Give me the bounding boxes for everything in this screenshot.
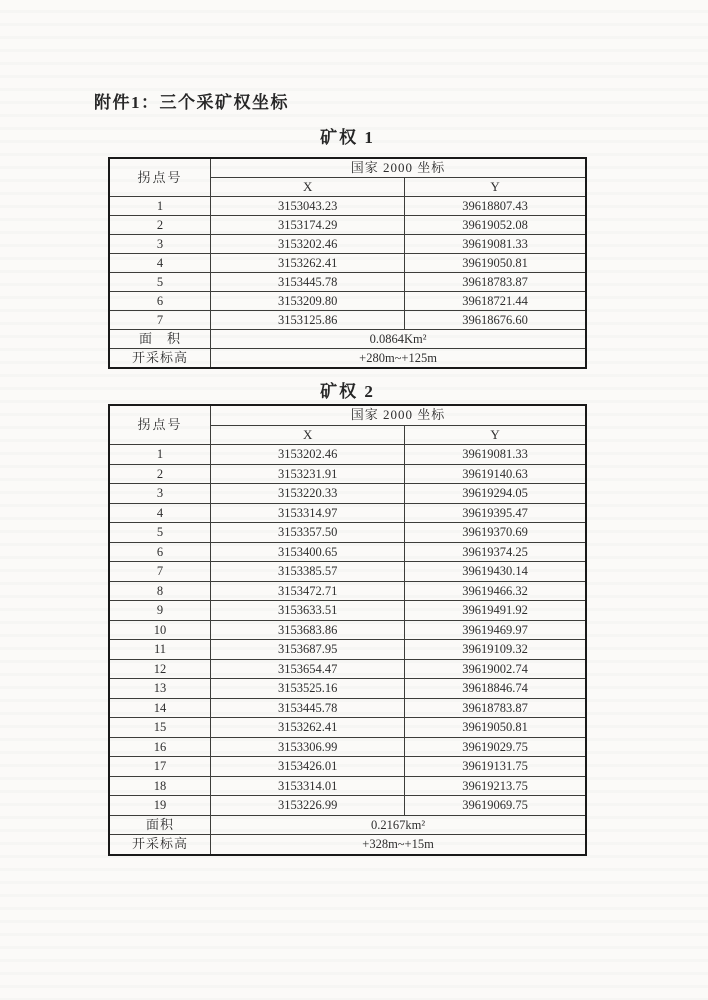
table-row [109, 273, 586, 292]
x-cell: 3153426.01 [211, 757, 405, 777]
x-cell: 3153262.41 [211, 254, 405, 273]
y-cell: 39619002.74 [405, 659, 586, 679]
header-row-1 [109, 405, 586, 425]
point-no-cell: 1 [109, 197, 211, 216]
point-no-cell: 10 [109, 620, 211, 640]
x-cell: 3153472.71 [211, 581, 405, 601]
table-row [109, 757, 586, 777]
y-cell: 39619469.97 [405, 620, 586, 640]
x-cell: 3153683.86 [211, 620, 405, 640]
elevation-row [109, 349, 586, 369]
area-label: 面 积 [109, 330, 211, 349]
table1-title: 矿权 1 [320, 128, 375, 147]
x-cell: 3153306.99 [211, 737, 405, 757]
table-row [109, 698, 586, 718]
table-row [109, 216, 586, 235]
y-cell: 39619052.08 [405, 216, 586, 235]
table-row [109, 292, 586, 311]
mining-right-1-table [108, 157, 587, 369]
table-row [109, 581, 586, 601]
point-no-cell: 5 [109, 523, 211, 543]
y-cell: 39618846.74 [405, 679, 586, 699]
table2-footer [109, 815, 586, 855]
table1-body [109, 197, 586, 330]
point-no-cell: 6 [109, 542, 211, 562]
table-row [109, 776, 586, 796]
table-row [109, 254, 586, 273]
point-no-cell: 5 [109, 273, 211, 292]
table-row [109, 311, 586, 330]
table-row [109, 718, 586, 738]
coordinate-system-header: 国家 2000 坐标 [211, 405, 586, 425]
y-cell: 39619081.33 [405, 235, 586, 254]
table-row [109, 484, 586, 504]
point-no-cell: 4 [109, 503, 211, 523]
y-cell: 39619430.14 [405, 562, 586, 582]
point-no-cell: 4 [109, 254, 211, 273]
x-cell: 3153226.99 [211, 796, 405, 816]
table-row [109, 523, 586, 543]
area-row [109, 330, 586, 349]
point-no-cell: 9 [109, 601, 211, 621]
y-cell: 39618783.87 [405, 273, 586, 292]
table-row [109, 659, 586, 679]
x-cell: 3153445.78 [211, 273, 405, 292]
y-cell: 39619050.81 [405, 718, 586, 738]
point-no-cell: 3 [109, 235, 211, 254]
x-cell: 3153314.01 [211, 776, 405, 796]
y-cell: 39619213.75 [405, 776, 586, 796]
point-no-cell: 8 [109, 581, 211, 601]
mining-right-2-table [108, 404, 587, 856]
x-cell: 3153220.33 [211, 484, 405, 504]
y-cell: 39618721.44 [405, 292, 586, 311]
point-no-cell: 14 [109, 698, 211, 718]
x-cell: 3153687.95 [211, 640, 405, 660]
table-row [109, 737, 586, 757]
point-no-cell: 13 [109, 679, 211, 699]
x-cell: 3153262.41 [211, 718, 405, 738]
header-row-1 [109, 158, 586, 178]
point-no-header: 拐点号 [109, 405, 211, 445]
y-cell: 39619370.69 [405, 523, 586, 543]
table-row [109, 562, 586, 582]
point-no-cell: 6 [109, 292, 211, 311]
elevation-label: 开采标高 [109, 835, 211, 855]
y-cell: 39618676.60 [405, 311, 586, 330]
x-cell: 3153445.78 [211, 698, 405, 718]
table2-body [109, 445, 586, 816]
y-cell: 39619294.05 [405, 484, 586, 504]
area-row [109, 815, 586, 835]
y-cell: 39619131.75 [405, 757, 586, 777]
x-cell: 3153400.65 [211, 542, 405, 562]
x-cell: 3153525.16 [211, 679, 405, 699]
point-no-cell: 15 [109, 718, 211, 738]
table2-title: 矿权 2 [320, 382, 375, 401]
elevation-value: +280m~+125m [211, 349, 586, 369]
table-row [109, 796, 586, 816]
y-cell: 39619069.75 [405, 796, 586, 816]
x-cell: 3153174.29 [211, 216, 405, 235]
point-no-cell: 2 [109, 216, 211, 235]
x-column-header: X [211, 425, 405, 445]
table-row [109, 503, 586, 523]
point-no-cell: 11 [109, 640, 211, 660]
elevation-row [109, 835, 586, 855]
point-no-cell: 3 [109, 484, 211, 504]
area-value: 0.2167km² [211, 815, 586, 835]
y-column-header: Y [405, 425, 586, 445]
y-cell: 39618807.43 [405, 197, 586, 216]
x-cell: 3153314.97 [211, 503, 405, 523]
point-no-cell: 1 [109, 445, 211, 465]
area-value: 0.0864Km² [211, 330, 586, 349]
table-row [109, 640, 586, 660]
point-no-cell: 17 [109, 757, 211, 777]
y-cell: 39619466.32 [405, 581, 586, 601]
y-cell: 39619395.47 [405, 503, 586, 523]
x-cell: 3153125.86 [211, 311, 405, 330]
point-no-cell: 7 [109, 562, 211, 582]
x-cell: 3153633.51 [211, 601, 405, 621]
y-cell: 39619491.92 [405, 601, 586, 621]
x-cell: 3153231.91 [211, 464, 405, 484]
table-row [109, 197, 586, 216]
point-no-cell: 18 [109, 776, 211, 796]
x-cell: 3153209.80 [211, 292, 405, 311]
x-cell: 3153202.46 [211, 235, 405, 254]
point-no-cell: 7 [109, 311, 211, 330]
y-cell: 39619029.75 [405, 737, 586, 757]
y-cell: 39619050.81 [405, 254, 586, 273]
y-cell: 39619109.32 [405, 640, 586, 660]
area-label: 面积 [109, 815, 211, 835]
point-no-header: 拐点号 [109, 158, 211, 197]
elevation-value: +328m~+15m [211, 835, 586, 855]
x-cell: 3153654.47 [211, 659, 405, 679]
y-cell: 39618783.87 [405, 698, 586, 718]
table-row [109, 679, 586, 699]
y-cell: 39619374.25 [405, 542, 586, 562]
table-row [109, 445, 586, 465]
y-cell: 39619140.63 [405, 464, 586, 484]
y-column-header: Y [405, 178, 586, 197]
table-row [109, 620, 586, 640]
table-row [109, 601, 586, 621]
table-row [109, 542, 586, 562]
table1-footer [109, 330, 586, 369]
attachment-title: 附件1：三个采矿权坐标 [94, 93, 289, 112]
x-cell: 3153357.50 [211, 523, 405, 543]
point-no-cell: 16 [109, 737, 211, 757]
point-no-cell: 12 [109, 659, 211, 679]
elevation-label: 开采标高 [109, 349, 211, 369]
x-column-header: X [211, 178, 405, 197]
point-no-cell: 2 [109, 464, 211, 484]
y-cell: 39619081.33 [405, 445, 586, 465]
x-cell: 3153202.46 [211, 445, 405, 465]
x-cell: 3153385.57 [211, 562, 405, 582]
x-cell: 3153043.23 [211, 197, 405, 216]
table-row [109, 464, 586, 484]
table-row [109, 235, 586, 254]
coordinate-system-header: 国家 2000 坐标 [211, 158, 586, 178]
point-no-cell: 19 [109, 796, 211, 816]
